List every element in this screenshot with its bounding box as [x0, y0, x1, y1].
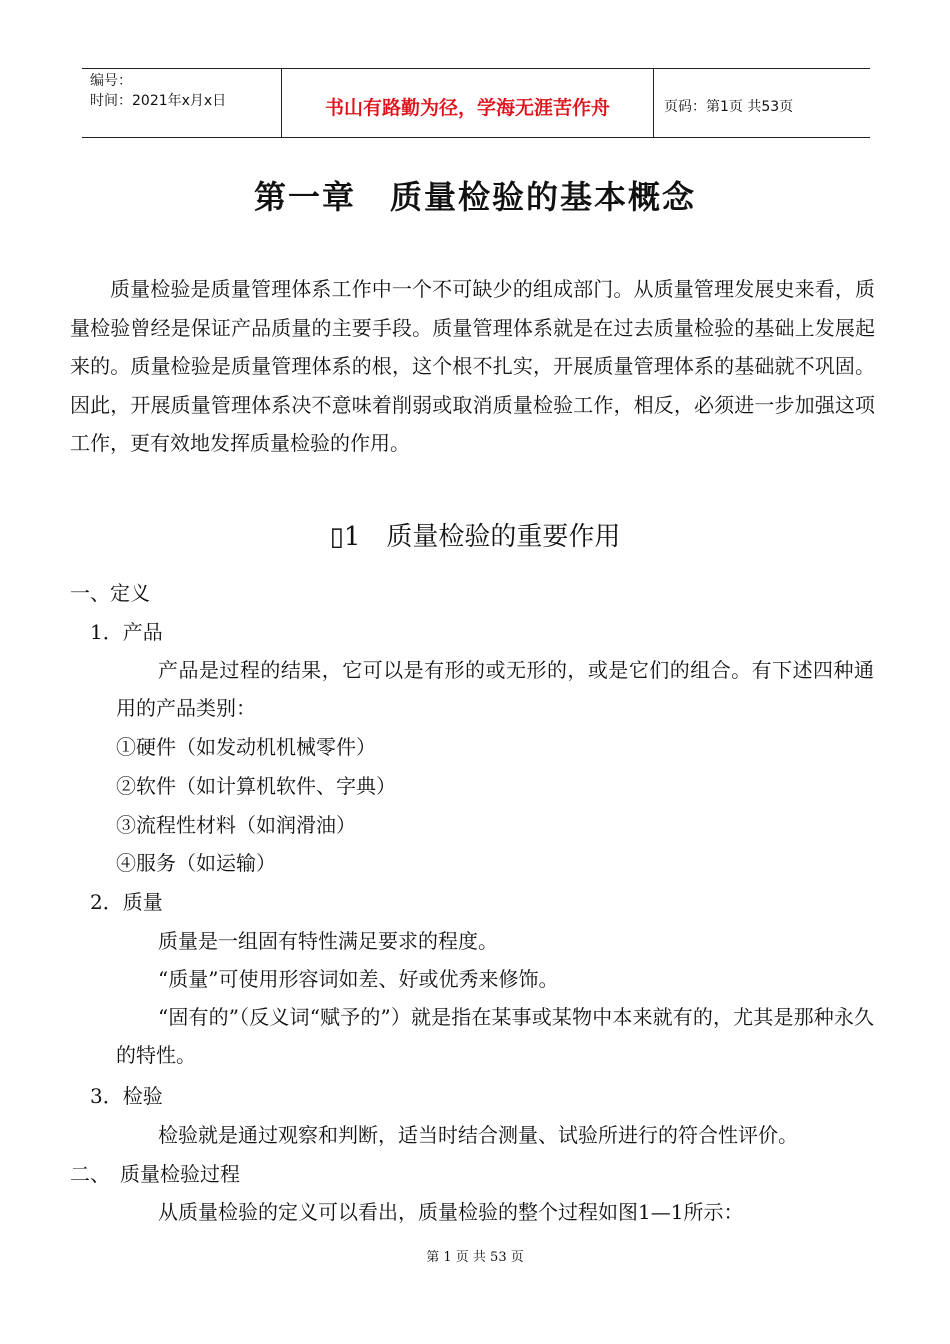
motto-cell	[282, 69, 654, 137]
intro-paragraph: 质量检验是质量管理体系工作中一个不可缺少的组成部门。从质量管理发展史来看，质量检验曾经是保证产品质量的主要手段。质量管理体系就是在过去质量检验的基础上发展起来的。质量检验是质量管理体系的根，这个根不扎实，开展质量管理体系的基础就不巩固。因此，开展质量管理体系决不意味着削弱或取消质量检验工作，相反，必须进一步加强这项工作，更有效地发挥质量检验的作用。	[70, 277, 875, 455]
quality-modifier-note: “质量”可使用形容词如差、好或优秀来修饰。	[158, 967, 559, 991]
time-label: 时间：2021年x月x日	[90, 93, 227, 109]
category-hardware: ①硬件（如发动机机械零件）	[116, 735, 376, 759]
inherent-note: “固有的”（反义词“赋予的”）就是指在某事或某物中本来就有的，尤其是那种永久的特性。	[116, 1005, 874, 1067]
section-title-text: 质量检验的重要作用	[386, 522, 621, 552]
page-footer: 第 1 页 共 53 页	[426, 1250, 524, 1265]
process-intro: 从质量检验的定义可以看出，质量检验的整个过程如图1—1所示：	[158, 1200, 744, 1224]
number-label: 编号：	[90, 73, 132, 89]
product-definition: 产品是过程的结果，它可以是有形的或无形的，或是它们的组合。有下述四种通用的产品类别：	[116, 658, 874, 720]
section-title	[0, 516, 950, 553]
header-meta-cell	[82, 69, 282, 137]
quality-definition: 质量是一组固有特性满足要求的程度。	[158, 929, 498, 953]
product-heading: 1．产品	[90, 620, 163, 644]
part2-heading: 二、 质量检验过程	[70, 1162, 240, 1186]
category-processed-material: ③流程性材料（如润滑油）	[116, 813, 356, 837]
quality-heading: 2．质量	[90, 890, 163, 914]
chapter-title: 第一章 质量检验的基本概念	[253, 178, 696, 216]
document-header	[82, 68, 870, 138]
inspection-heading: 3．检验	[90, 1084, 163, 1108]
page-info-text: 页码：第1页 共53页	[664, 99, 794, 115]
part1-heading: 一、定义	[70, 581, 150, 605]
inspection-definition: 检验就是通过观察和判断，适当时结合测量、试验所进行的符合性评价。	[158, 1123, 798, 1147]
motto-text: 书山有路勤为径，学海无涯苦作舟	[324, 96, 610, 119]
category-service: ④服务（如运输）	[116, 851, 276, 875]
category-software: ②软件（如计算机软件、字典）	[116, 774, 396, 798]
page-info-cell	[654, 69, 870, 137]
section-mark: ▯1	[329, 522, 361, 552]
